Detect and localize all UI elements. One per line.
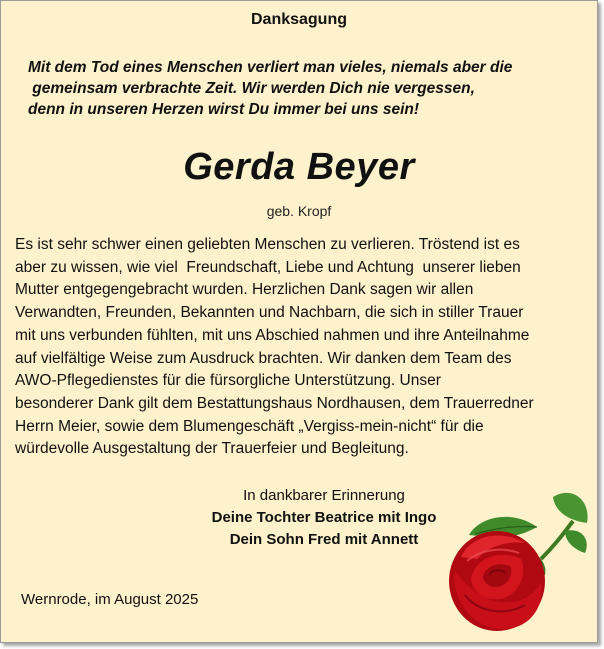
signature-son: Dein Sohn Fred mit Annett [229,531,419,548]
text-line: Herrn Meier, sowie dem Blumengeschäft „Vergiss-mein-nicht“ für die [15,417,484,435]
quote-line: Mit dem Tod eines Menschen verliert man vieles, niemals aber die [28,59,513,76]
text-line: auf vielfältige Weise zum Ausdruck brachten. Wir danken dem Team des [15,349,512,367]
text-line: Es ist sehr schwer einen geliebten Menschen zu verlieren. Tröstend ist es [15,236,520,253]
signature-daughter: Deine Tochter Beatrice mit Ingo [211,509,437,526]
text-line: Mutter entgegengebracht wurden. Herzlichen Dank sagen wir allen [15,281,474,299]
quote [28,57,588,120]
text-line: Verwandten, Freunden, Bekannten und Nachbarn, die sich in stiller Trauer [15,304,524,322]
text-line: würdevolle Ausgestaltung der Trauerfeier und Begleitung. [15,440,409,458]
quote-line: denn in unseren Herzen wirst Du immer bei uns sein! [28,101,420,118]
text-line: mit uns verbunden fühlten, mit uns Abschied nahmen und ihre Anteilnahme [15,326,530,344]
place-date: Wernrode, im August 2025 [21,591,199,608]
text-line: AWO-Pflegedienstes für die fürsorgliche Unterstützung. Unser [15,372,441,390]
red-rose-icon [441,487,591,637]
thanks-text [15,234,595,461]
heading: Danksagung [250,11,347,28]
text-line: aber zu wissen, wie viel Freundschaft, Liebe und Achtung unserer lieben [15,258,521,276]
deceased-name: Gerda Beyer [183,146,415,188]
closing-intro: In dankbarer Erinnerung [243,487,405,504]
maiden-name: geb. Kropf [266,203,332,219]
quote-line: gemeinsam verbrachte Zeit. Wir werden Dich nie vergessen, [28,80,475,97]
text-line: besonderer Dank gilt dem Bestattungshaus Nordhausen, dem Trauerredner [15,394,534,412]
